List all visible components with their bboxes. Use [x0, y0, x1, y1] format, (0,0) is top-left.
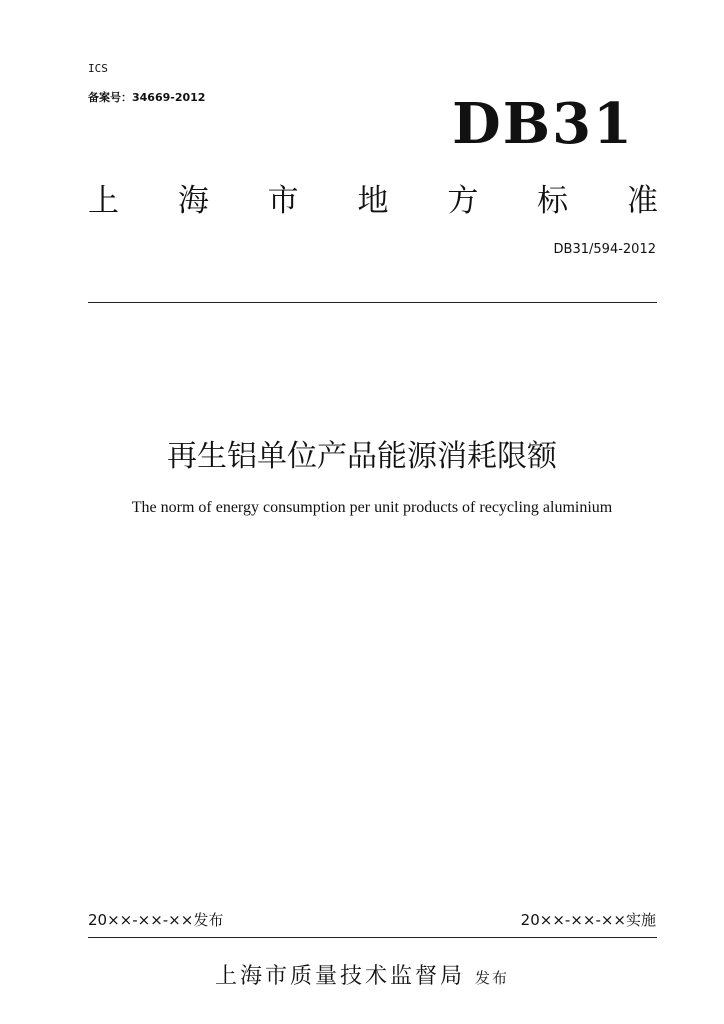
- bottom-divider: [88, 937, 657, 938]
- standard-type-char: 方: [447, 183, 479, 219]
- issuer-name: 上海市质量技术监督局: [214, 964, 465, 989]
- issue-date: 20××-××-××发布: [88, 911, 224, 929]
- standard-type: [88, 184, 658, 218]
- standard-type-char: 市: [267, 183, 299, 219]
- standard-number: DB31/594-2012: [553, 242, 656, 257]
- implementation-date: 20××-××-××实施: [520, 911, 656, 929]
- standard-type-char: 标: [537, 183, 569, 219]
- issuer-line: [0, 959, 724, 990]
- top-divider: [88, 302, 657, 303]
- ics-label: ICS: [88, 62, 108, 75]
- issue-word: 发布: [475, 969, 510, 987]
- standard-type-char: 上: [88, 183, 119, 219]
- standard-type-char: 海: [177, 183, 209, 219]
- title-chinese: 再生铝单位产品能源消耗限额: [167, 439, 557, 474]
- standard-type-char: 准: [626, 183, 658, 219]
- filing-number: 备案号：34669-2012: [88, 91, 206, 104]
- standard-mark: DB31: [452, 91, 634, 157]
- title-english: The norm of energy consumption per unit products of recycling aluminium: [131, 499, 613, 516]
- standard-type-char: 地: [357, 183, 389, 219]
